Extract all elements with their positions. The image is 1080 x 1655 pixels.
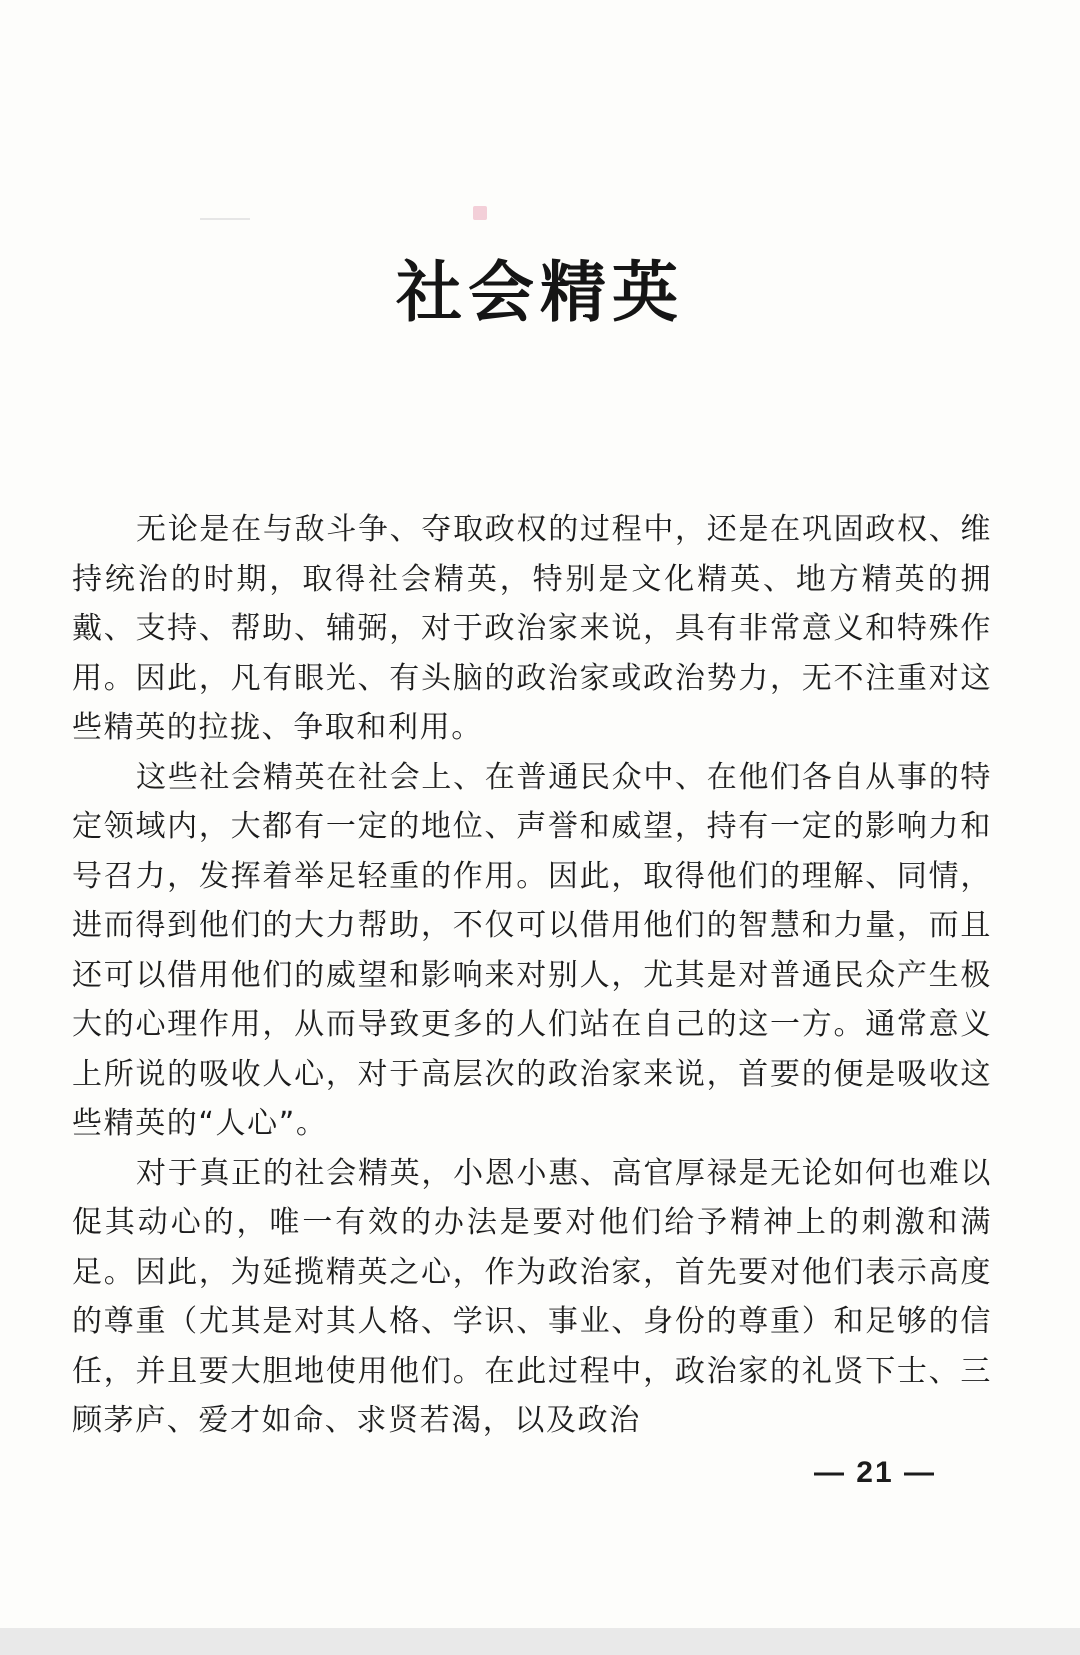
bottom-band — [0, 1628, 1080, 1655]
paragraph-2: 这些社会精英在社会上、在普通民众中、在他们各自从事的特定领域内，大都有一定的地位、声誉和威望，持有一定的影响力和号召力，发挥着举足轻重的作用。因此，取得他们的理解、同情，进而得到他们的大力帮助，不仅可以借用他们的智慧和力量，而且还可以借用他们的威望和影响来对别人，尤其是对普通民众产生极大的心理作用，从而导致更多的人们站在自己的这一方。通常意义上所说的吸收人心，对于高层次的政治家来说，首要的便是吸收这些精英的“人心”。 — [72, 759, 992, 1141]
body-text — [72, 505, 992, 1446]
page-title: 社会精英 — [396, 253, 684, 331]
scan-artifact-mark — [473, 206, 487, 220]
page-number: — 21 — — [813, 1456, 937, 1489]
paragraph-1: 无论是在与敌斗争、夺取政权的过程中，还是在巩固政权、维持统治的时期，取得社会精英，特别是文化精英、地方精英的拥戴、支持、帮助、辅弼，对于政治家来说，具有非常意义和特殊作用。因此，凡有眼光、有头脑的政治家或政治势力，无不注重对这些精英的拉拢、争取和利用。 — [72, 512, 992, 745]
scan-artifact — [200, 218, 250, 220]
paragraph-3: 对于真正的社会精英，小恩小惠、高官厚禄是无论如何也难以促其动心的，唯一有效的办法是要对他们给予精神上的刺激和满足。因此，为延揽精英之心，作为政治家，首先要对他们表示高度的尊重（尤其是对其人格、学识、事业、身份的尊重）和足够的信任，并且要大胆地使用他们。在此过程中，政治家的礼贤下士、三顾茅庐、爱才如命、求贤若渴，以及政治 — [72, 1155, 992, 1438]
